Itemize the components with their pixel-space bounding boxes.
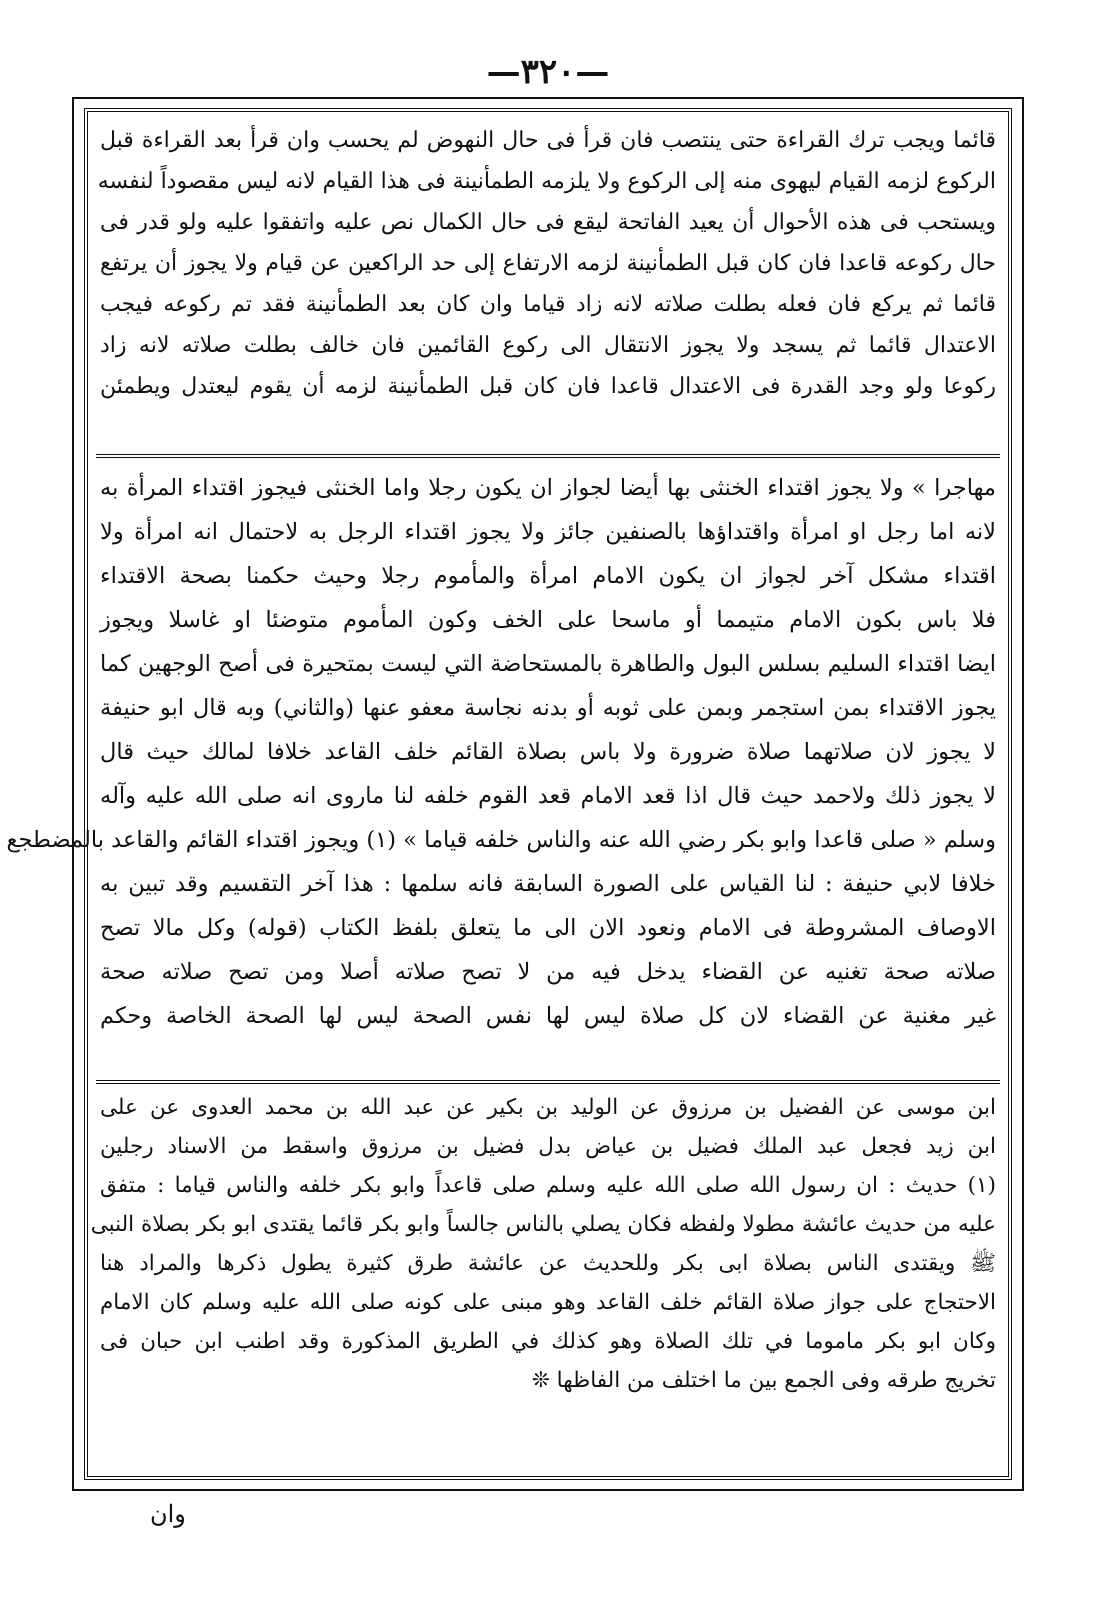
footnote-block [90, 1088, 996, 1448]
footnote-line: تخريج طرقه وفى الجمع بين ما اختلف من الفاظها ❊ [531, 1368, 996, 1393]
text-line: اقتداء مشكل آخر لجواز ان يكون الامام امرأة والمأموم رجلا وحيث حكمنا بصحة الاقتداء [100, 563, 996, 589]
text-line: الركوع لزمه القيام ليهوى منه إلى الركوع ولا يلزمه الطمأنينة فى هذا القيام لانه ليس مقصوداً لنفسه [97, 169, 996, 194]
footnote-divider [96, 1080, 1000, 1084]
text-line: ايضا اقتداء السليم بسلس البول والطاهرة بالمستحاضة التي ليست بمتحيرة فى أصح الوجهين كما [100, 651, 996, 677]
text-line: ويستحب فى هذه الأحوال أن يعيد الفاتحة ليقع فى حال الكمال نص عليه واتفقوا عليه ولو قدر فى [100, 210, 996, 235]
text-line: فلا باس بكون الامام متيمما أو ماسحا على الخف وكون المأموم متوضئا او غاسلا ويجوز [100, 607, 996, 633]
catchword: وان [150, 1500, 186, 1528]
text-line: قائما ويجب ترك القراءة حتى ينتصب فان قرأ فى حال النهوض لم يحسب وان قرأ بعد القراءة قبل [100, 128, 996, 153]
text-line: يجوز الاقتداء بمن استجمر وبمن على ثوبه أو بدنه نجاسة معفو عنها (والثاني) وبه قال ابو حنيفة [100, 695, 996, 721]
text-line: لانه اما رجل او امرأة واقتداؤها بالصنفين جائز ولا يجوز اقتداء الرجل به لاحتمال انه امرأة ولا [100, 519, 996, 545]
text-line: صلاته صحة تغنيه عن القضاء يدخل فيه من لا تصح صلاته أصلا ومن تصح صلاته صحة [100, 959, 996, 985]
text-line: مهاجرا » ولا يجوز اقتداء الخنثى بها أيضا لجواز ان يكون رجلا واما الخنثى فيجوز اقتداء المرأة به [100, 475, 996, 501]
text-line: لا يجوز ذلك ولاحمد حيث قال اذا قعد الامام قعد القوم خلفه لنا ماروى انه صلى الله عليه وآله [100, 783, 996, 809]
footnote-line: ﷺ ويقتدى الناس بصلاة ابى بكر وللحديث عن عائشة طرق كثيرة يطول ذكرها والمراد هنا [100, 1251, 996, 1276]
text-line: وسلم « صلى قاعدا وابو بكر رضي الله عنه والناس خلفه قياما » (١) ويجوز اقتداء القائم والقاعد بالمضطجع [6, 827, 996, 853]
footnote-line: ابن زيد فجعل عبد الملك فضيل بن عياض بدل فضيل بن مرزوق واسقط من الاسناد رجلين [100, 1134, 996, 1159]
footnote-line: ابن موسى عن الفضيل بن مرزوق عن الوليد بن بكير عن عبد الله بن محمد العدوى عن على [100, 1095, 996, 1120]
middle-text-block [6, 466, 996, 1084]
footnote-line: وكان ابو بكر ماموما في تلك الصلاة وهو كذلك في الطريق المذكورة وقد اطنب ابن حبان فى [100, 1329, 996, 1354]
text-line: لا يجوز لان صلاتهما صلاة ضرورة ولا باس بصلاة القائم خلف القاعد خلافا لمالك حيث قال [100, 739, 996, 765]
text-line: ركوعا ولو وجد القدرة فى الاعتدال قاعدا فان كان قبل الطمأنينة لزمه أن يقوم ليعتدل ويطمئن [100, 374, 996, 399]
footnote-line: (١) حديث : ان رسول الله صلى الله عليه وسلم صلى قاعداً وابو بكر خلفه والناس قياما : متفق [100, 1173, 996, 1198]
text-line: حال ركوعه قاعدا فان كان قبل الطمأنينة لزمه الارتفاع إلى حد الراكعين عن قيام ولا يجوز أن يرتفع [100, 251, 996, 276]
section-divider [96, 454, 1000, 458]
top-text-block [97, 120, 996, 448]
footnote-line: عليه من حديث عائشة مطولا ولفظه فكان يصلي بالناس جالساً وابو بكر قائما يقتدى ابو بكر بصلاة النبى [90, 1212, 996, 1237]
text-line: الاعتدال قائما ثم يسجد ولا يجوز الانتقال الى ركوع القائمين فان خالف بطلت صلاته لانه زاد [100, 333, 996, 358]
text-line: غير مغنية عن القضاء لان كل صلاة ليس لها نفس الصحة ليس لها الصحة الخاصة وحكم [100, 1003, 996, 1029]
text-line: خلافا لابي حنيفة : لنا القياس على الصورة السابقة فانه سلمها : هذا آخر التقسيم وقد تبين به [100, 871, 996, 897]
page-number: —٣٢٠— [486, 52, 610, 92]
text-line: الاوصاف المشروطة فى الامام ونعود الان الى ما يتعلق بلفظ الكتاب (قوله) وكل مالا تصح [100, 915, 996, 941]
text-line: قائما ثم يركع فان فعله بطلت صلاته لانه زاد قياما وان كان بعد الطمأنينة فقد تم ركوعه فيجب [100, 292, 996, 317]
footnote-line: الاحتجاج على جواز صلاة القائم خلف القاعد وهو مبنى على كونه صلى الله عليه وسلم كان الامام [100, 1290, 996, 1315]
